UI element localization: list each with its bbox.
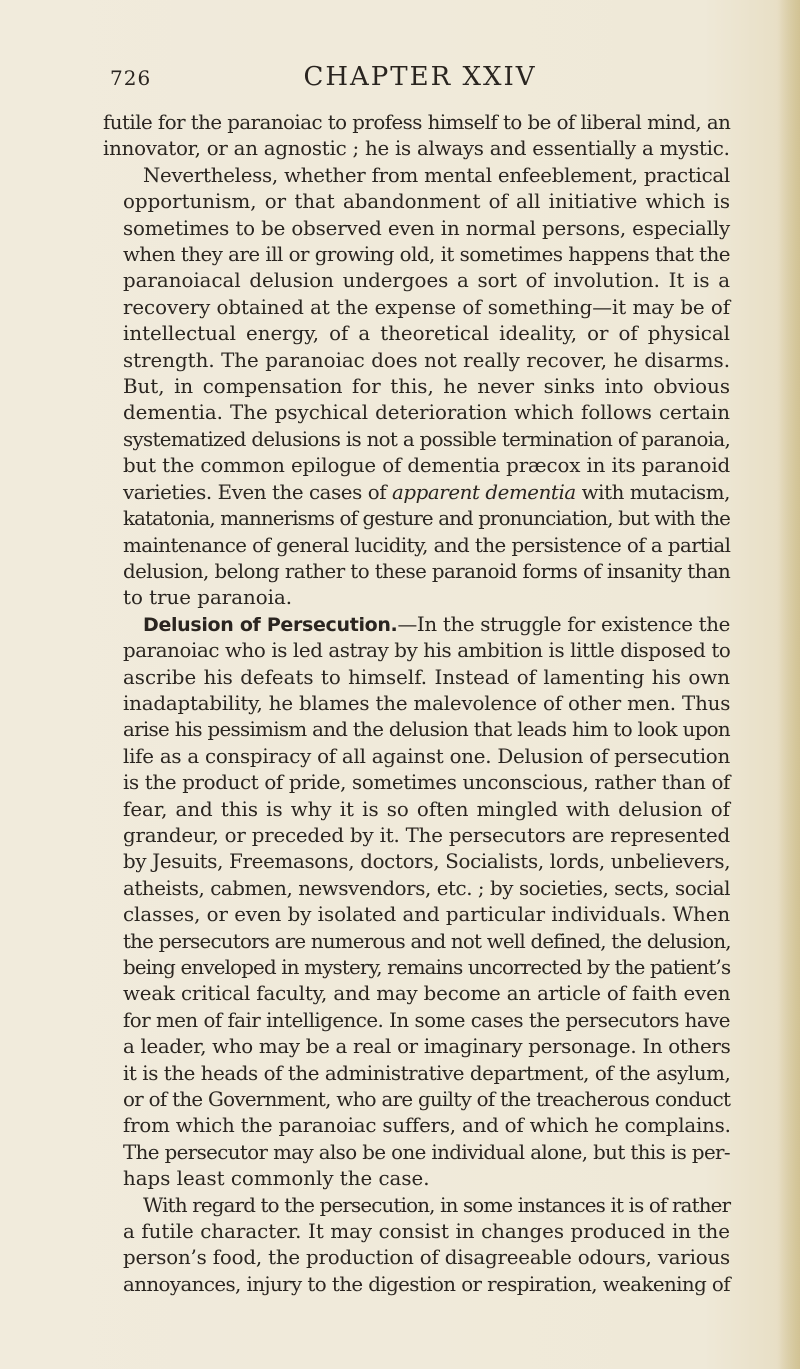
text-line-with-italic bbox=[103, 480, 730, 506]
text-line: intellectual energy, of a theoretical ideality, or of physical bbox=[123, 322, 730, 346]
text-fragment: varieties. Even the cases of bbox=[123, 480, 393, 504]
section-heading-line bbox=[103, 612, 730, 638]
text-line: weak critical faculty, and may become an article of faith even bbox=[123, 982, 731, 1006]
text-line: it is the heads of the administrative department, of the asylum, bbox=[123, 1061, 731, 1085]
text-line: maintenance of general lucidity, and the persistence of a partial bbox=[123, 533, 731, 557]
text-fragment: with mutacism, bbox=[575, 480, 730, 504]
text-line: to true paranoia. bbox=[123, 586, 293, 610]
text-line: opportunism, or that abandonment of all initiative which is bbox=[123, 190, 730, 214]
text-line: delusion, belong rather to these paranoid forms of insanity than bbox=[123, 559, 731, 583]
text-line: atheists, cabmen, newsvendors, etc. ; by societies, sects, social bbox=[123, 876, 731, 900]
text-line: haps least commonly the case. bbox=[123, 1167, 430, 1191]
text-line: or of the Government, who are guilty of the treacherous conduct bbox=[123, 1088, 731, 1112]
text-line: fear, and this is why it is so often mingled with delusion of bbox=[123, 797, 730, 821]
text-line: katatonia, mannerisms of gesture and pronunciation, but with the bbox=[123, 507, 730, 531]
text-line: for men of fair intelligence. In some cases the persecutors have bbox=[123, 1008, 730, 1032]
body-text bbox=[103, 110, 730, 1298]
section-heading: Delusion of Persecution. bbox=[143, 613, 398, 636]
text-line: The persecutor may also be one individual alone, but this is per- bbox=[123, 1140, 730, 1164]
page-header bbox=[110, 56, 730, 96]
text-line: person’s food, the production of disagreeable odours, various bbox=[123, 1246, 730, 1270]
paragraph-4 bbox=[103, 1193, 730, 1299]
running-head: CHAPTER XXIV bbox=[303, 62, 537, 92]
text-line: dementia. The psychical deterioration which follows certain bbox=[123, 401, 730, 425]
text-line: annoyances, injury to the digestion or respiration, weakening of bbox=[123, 1272, 730, 1296]
italic-phrase: apparent dementia bbox=[392, 480, 576, 504]
text-line: but the common epilogue of dementia præcox in its paranoid bbox=[123, 454, 731, 478]
text-line: by Jesuits, Freemasons, doctors, Socialists, lords, unbelievers, bbox=[123, 850, 731, 874]
text-line: inadaptability, he blames the malevolence of other men. Thus bbox=[123, 691, 731, 715]
text-line: strength. The paranoiac does not really recover, he disarms. bbox=[123, 348, 730, 372]
text-line: is the product of pride, sometimes unconscious, rather than of bbox=[123, 771, 731, 795]
text-line: paranoiacal delusion undergoes a sort of involution. It is a bbox=[123, 269, 730, 293]
text-line: With regard to the persecution, in some instances it is of rather bbox=[143, 1193, 731, 1217]
paragraph-1 bbox=[103, 110, 730, 163]
text-line: grandeur, or preceded by it. The persecutors are represented bbox=[123, 823, 730, 847]
text-line: life as a conspiracy of all against one. Delusion of persecution bbox=[123, 744, 730, 768]
page-edge-shadow bbox=[778, 0, 800, 1369]
text-line: the persecutors are numerous and not well defined, the delusion, bbox=[123, 929, 731, 953]
text-line: being enveloped in mystery, remains uncorrected by the patient’s bbox=[123, 956, 731, 979]
paragraph-2 bbox=[103, 163, 730, 612]
text-line: a leader, who may be a real or imaginary personage. In others bbox=[123, 1035, 731, 1059]
text-fragment: —In the struggle for existence the bbox=[397, 612, 730, 636]
text-line: paranoiac who is led astray by his ambition is little disposed to bbox=[123, 639, 731, 663]
page-number: 726 bbox=[110, 66, 152, 90]
text-line: sometimes to be observed even in normal persons, especially bbox=[123, 216, 731, 240]
text-line: when they are ill or growing old, it sometimes happens that the bbox=[123, 243, 731, 267]
text-line: systematized delusions is not a possible termination of paranoia, bbox=[123, 427, 731, 451]
paragraph-3 bbox=[103, 612, 730, 1193]
text-line: ascribe his defeats to himself. Instead of lamenting his own bbox=[123, 665, 730, 689]
text-line: innovator, or an agnostic ; he is always and essentially a mystic. bbox=[103, 137, 730, 161]
text-line: But, in compensation for this, he never sinks into obvious bbox=[123, 375, 730, 399]
text-line: classes, or even by isolated and particular individuals. When bbox=[123, 903, 731, 927]
text-line: a futile character. It may consist in changes produced in the bbox=[123, 1220, 730, 1244]
text-line: from which the paranoiac suffers, and of which he complains. bbox=[123, 1114, 731, 1138]
text-line: arise his pessimism and the delusion that leads him to look upon bbox=[123, 718, 730, 742]
text-line: recovery obtained at the expense of something—it may be of bbox=[123, 295, 730, 319]
text-line: Nevertheless, whether from mental enfeeblement, practical bbox=[143, 163, 730, 187]
text-line: futile for the paranoiac to profess himself to be of liberal mind, an bbox=[103, 111, 731, 134]
